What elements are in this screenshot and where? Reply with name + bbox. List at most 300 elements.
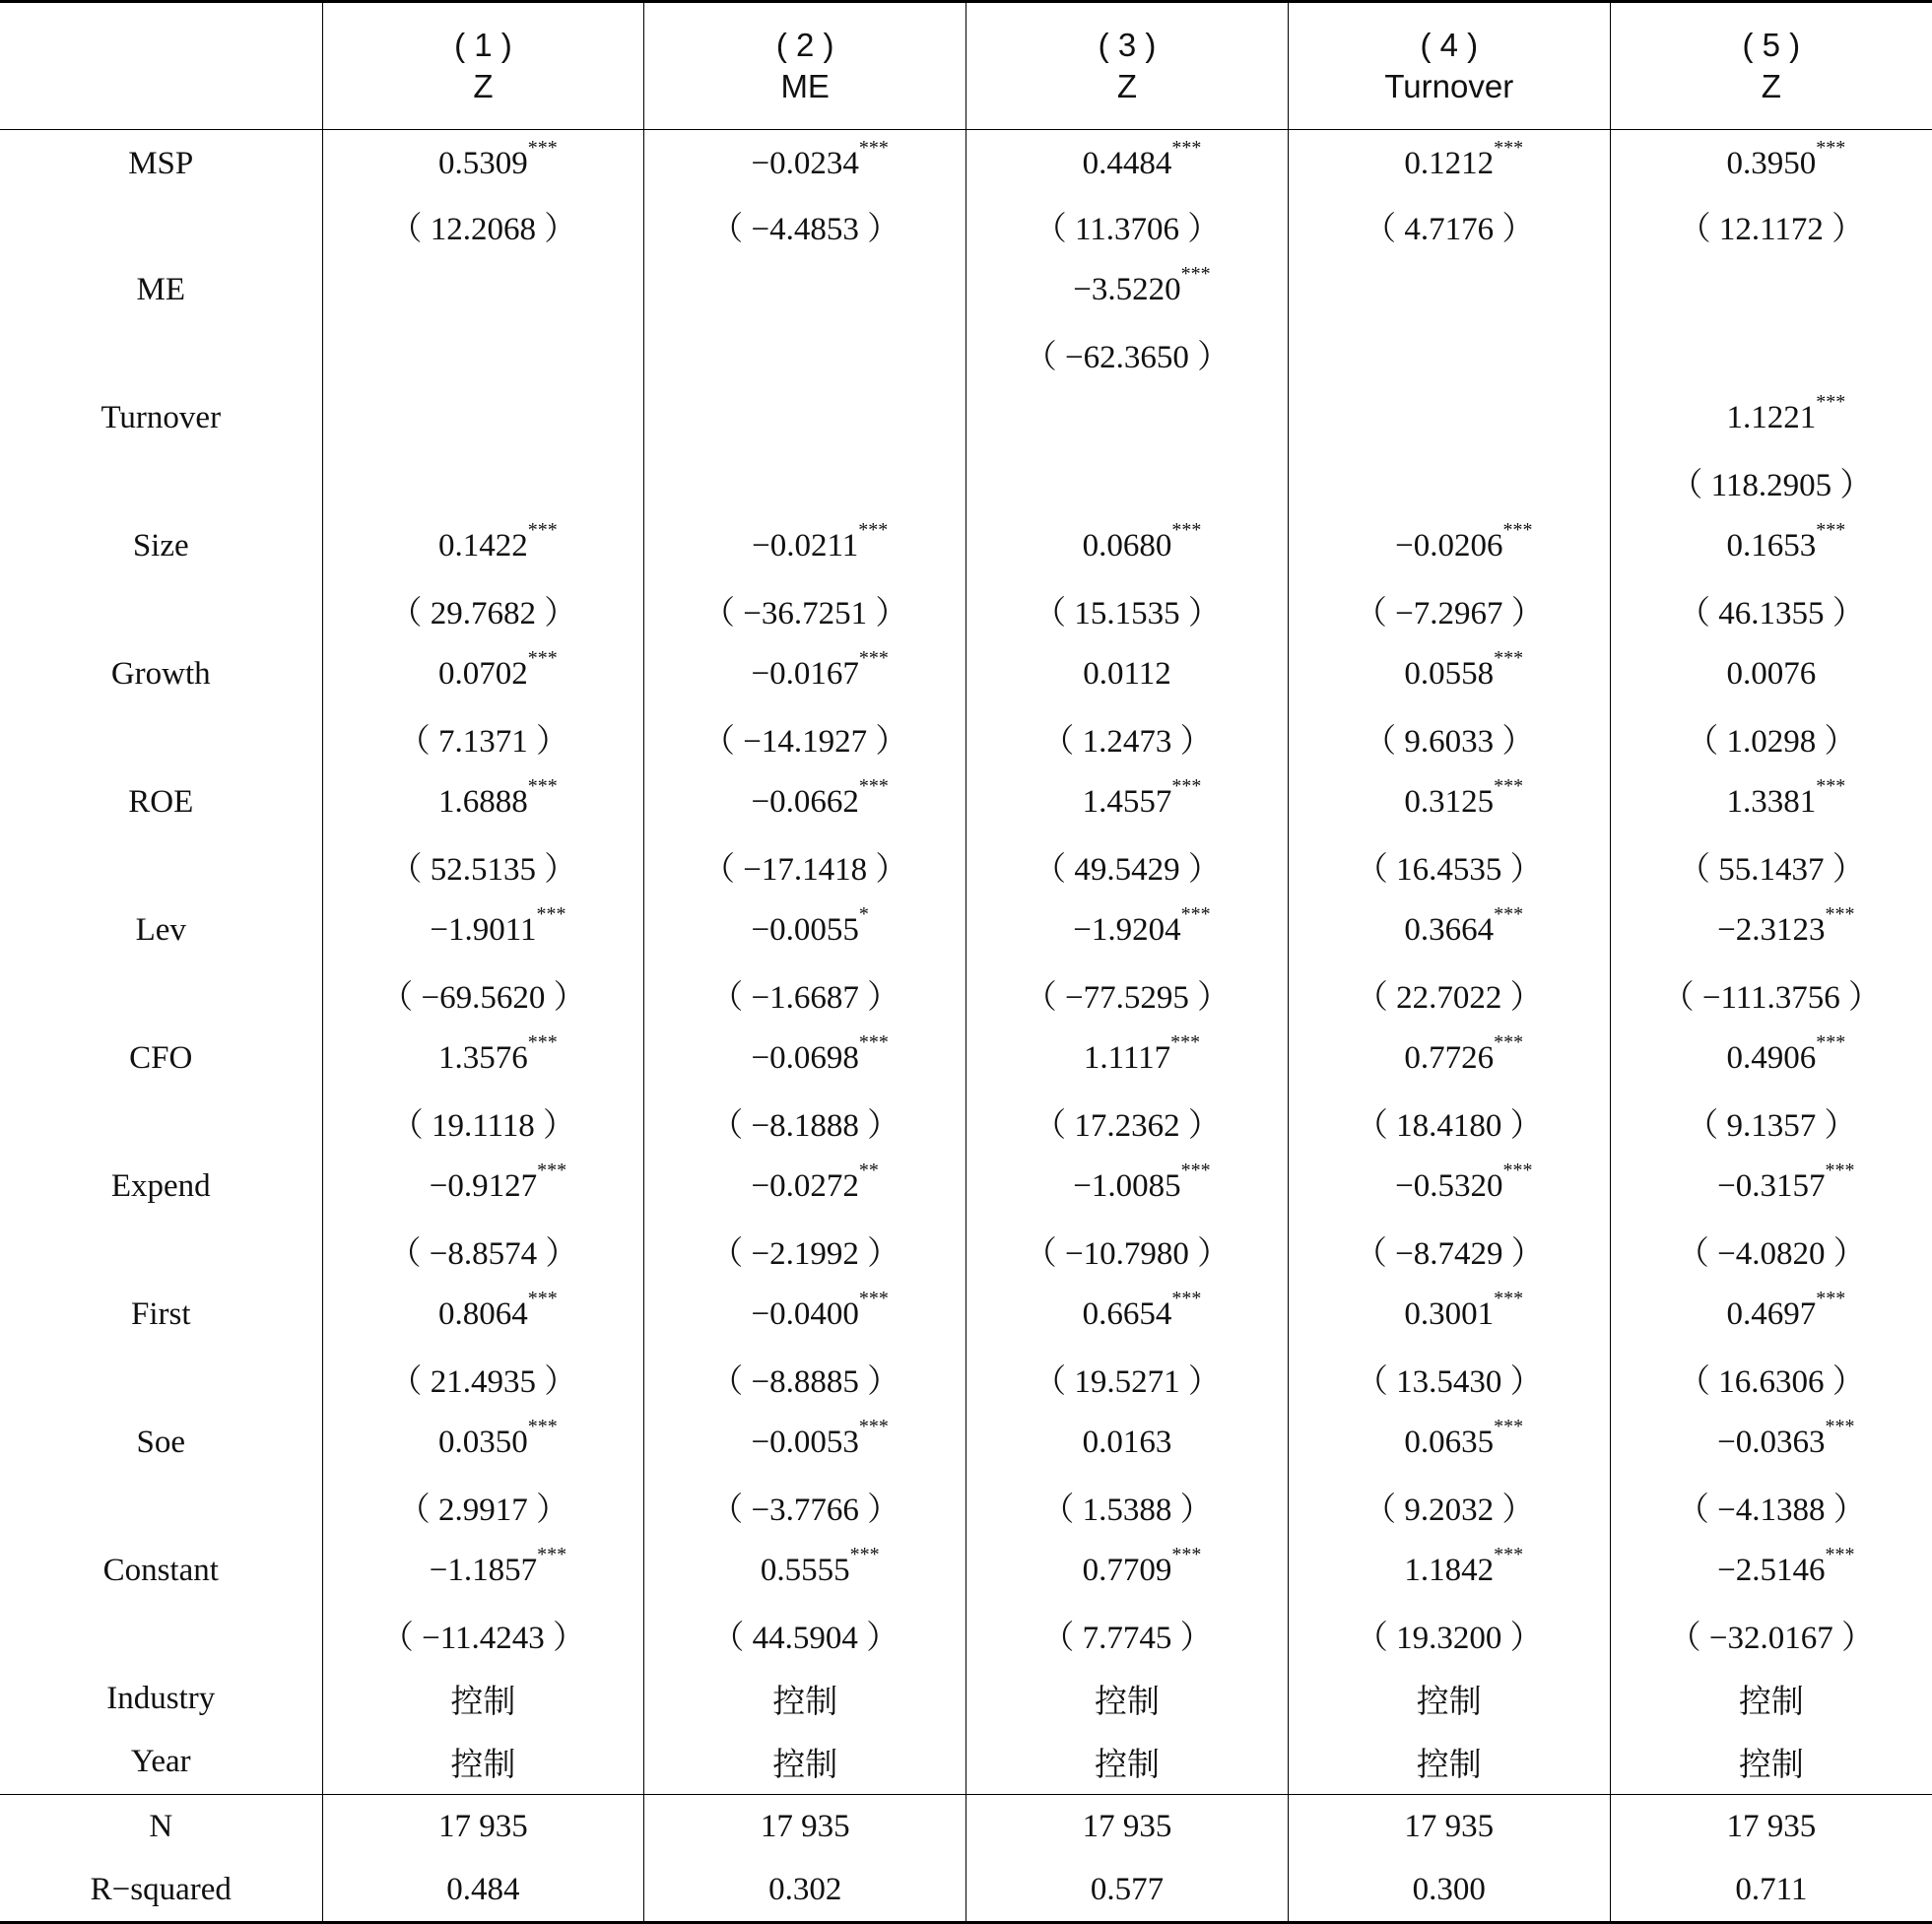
table-cell: [1610, 1091, 1932, 1155]
table-cell: [1610, 770, 1932, 834]
cell-value: [1726, 1809, 1816, 1845]
table-cell: [322, 386, 644, 450]
significance-stars: ***: [536, 902, 566, 925]
cell-value: [751, 136, 889, 182]
significance-stars: ***: [1825, 1159, 1855, 1181]
cell-number: （ 9.1357 ）: [1686, 1107, 1857, 1144]
cell-number: −0.3157: [1717, 1167, 1826, 1204]
cell-number: 1.3381: [1726, 783, 1817, 820]
cell-number: （ −4.0820 ）: [1676, 1235, 1866, 1272]
table-cell: [644, 1603, 966, 1667]
significance-stars: ***: [1502, 1159, 1533, 1181]
table-cell: [644, 578, 966, 642]
row-label: [0, 1219, 322, 1283]
cell-value: [429, 1543, 567, 1589]
row-label: Growth: [110, 655, 211, 692]
table-cell: [1288, 898, 1610, 962]
table-row: [0, 514, 1932, 578]
cell-value: [450, 1676, 515, 1722]
cell-value: [438, 1287, 558, 1333]
table-cell: [966, 1347, 1289, 1411]
cell-value: [446, 1872, 519, 1908]
significance-stars: ***: [1171, 518, 1202, 541]
table-cell: [644, 130, 966, 194]
significance-stars: ***: [858, 1415, 889, 1437]
table-cell: [322, 514, 644, 578]
table-cell: [966, 962, 1289, 1027]
cell-number: −0.0206: [1395, 527, 1503, 564]
cell-value: [1726, 774, 1846, 821]
cell-number: 1.1221: [1726, 399, 1817, 435]
table-cell: [966, 194, 1289, 258]
table-cell: [322, 1411, 644, 1475]
significance-stars: ***: [1171, 1287, 1202, 1309]
table-cell: [966, 834, 1289, 898]
cell-value: [1404, 646, 1524, 693]
table-cell: [966, 898, 1289, 962]
cell-number: −0.9127: [429, 1167, 538, 1204]
table-cell: [322, 1795, 644, 1859]
cell-number: （ 16.6306 ）: [1677, 1363, 1865, 1400]
table-cell: [644, 834, 966, 898]
cell-number: （ 19.3200 ）: [1355, 1620, 1543, 1656]
table-cell: [966, 1091, 1289, 1155]
table-cell: [1610, 450, 1932, 514]
table-cell: [1610, 1475, 1932, 1539]
header-col-4: [1288, 2, 1610, 130]
table-cell: [322, 578, 644, 642]
table-cell: [644, 642, 966, 706]
table-row: [0, 962, 1932, 1027]
significance-stars: ***: [1816, 1030, 1846, 1053]
cell-number: −0.0234: [751, 145, 859, 181]
table-row: [0, 1859, 1932, 1923]
table-row: [0, 194, 1932, 258]
table-row: [0, 1475, 1932, 1539]
header-col-3: [966, 2, 1289, 130]
cell-value: [438, 1809, 528, 1845]
table-row: [0, 770, 1932, 834]
table-row: [0, 1411, 1932, 1475]
cell-number: （ 46.1355 ）: [1677, 595, 1865, 631]
cell-number: 控制: [450, 1681, 516, 1720]
table-cell: [1610, 1539, 1932, 1603]
cell-number: （ −17.1418 ）: [702, 851, 908, 888]
cell-value: [1404, 136, 1524, 182]
cell-value: [1083, 656, 1171, 693]
cell-number: −0.5320: [1395, 1167, 1503, 1204]
cell-value: [710, 971, 899, 1018]
table-cell: [1288, 1347, 1610, 1411]
cell-number: （ −3.7766 ）: [710, 1492, 900, 1528]
significance-stars: ***: [1494, 1030, 1524, 1053]
table-body: [0, 130, 1932, 1923]
cell-value: [1739, 1739, 1804, 1785]
cell-number: （ −8.1888 ）: [710, 1107, 900, 1144]
significance-stars: ***: [1494, 1543, 1524, 1565]
table-cell: [966, 1795, 1289, 1859]
row-label: [0, 450, 322, 514]
cell-value: [768, 1872, 841, 1908]
cell-value: [1726, 1287, 1846, 1333]
cell-number: （ 21.4935 ）: [389, 1363, 577, 1400]
cell-value: [710, 1227, 899, 1274]
header-col-1: [322, 2, 644, 130]
cell-value: [1082, 518, 1202, 564]
significance-stars: ***: [1816, 136, 1846, 159]
cell-number: 0.1653: [1726, 527, 1817, 564]
cell-number: 1.1117: [1083, 1039, 1171, 1076]
significance-stars: ***: [1494, 1415, 1524, 1437]
header-row: [0, 2, 1932, 130]
cell-number: （ 9.2032 ）: [1364, 1492, 1535, 1528]
table-cell: [966, 1155, 1289, 1219]
row-label: Turnover: [100, 399, 222, 435]
cell-value: [1395, 1159, 1533, 1205]
col-dependent-var: Z: [1761, 68, 1781, 104]
cell-value: [1095, 1739, 1160, 1785]
row-label: Lev: [135, 911, 186, 948]
table-cell: [1288, 1411, 1610, 1475]
cell-number: （ 44.5904 ）: [711, 1620, 899, 1656]
significance-stars: ***: [1180, 902, 1211, 925]
row-label: [0, 1091, 322, 1155]
table-cell: [966, 450, 1289, 514]
table-cell: [644, 1795, 966, 1859]
cell-number: 0.711: [1735, 1871, 1808, 1907]
significance-stars: ***: [527, 1287, 558, 1309]
cell-value: [438, 646, 558, 693]
significance-stars: ***: [1171, 774, 1202, 797]
table-cell: [966, 1219, 1289, 1283]
cell-value: [1404, 1809, 1494, 1845]
cell-value: [438, 136, 558, 182]
cell-value: [1041, 1612, 1212, 1658]
cell-number: 17 935: [1404, 1808, 1495, 1844]
table-cell: [322, 1475, 644, 1539]
cell-value: [1417, 1676, 1482, 1722]
cell-number: −0.0055: [751, 911, 859, 948]
table-cell: [1610, 706, 1932, 770]
cell-number: 控制: [1094, 1745, 1160, 1784]
significance-stars: ***: [858, 1030, 889, 1053]
cell-value: [438, 518, 558, 564]
table-cell: [1610, 1027, 1932, 1091]
cell-number: （ 13.5430 ）: [1355, 1363, 1543, 1400]
table-row: [0, 1091, 1932, 1155]
cell-value: [398, 1484, 568, 1530]
table-cell: [1610, 322, 1932, 386]
cell-value: [390, 1356, 577, 1402]
cell-number: （ 19.1118 ）: [390, 1107, 576, 1144]
cell-number: 0.1422: [438, 527, 528, 564]
cell-value: [1025, 331, 1230, 377]
cell-value: [1083, 1425, 1172, 1461]
table-cell: [322, 1859, 644, 1923]
cell-value: [430, 902, 566, 949]
cell-number: −1.1857: [429, 1552, 538, 1588]
cell-number: 1.6888: [438, 783, 528, 820]
cell-number: 控制: [1416, 1681, 1482, 1720]
cell-value: [710, 203, 899, 249]
cell-value: [1677, 1227, 1866, 1274]
table-cell: [1288, 642, 1610, 706]
table-row: [0, 1667, 1932, 1731]
table-row: [0, 322, 1932, 386]
cell-number: 0.3001: [1404, 1295, 1495, 1332]
table-cell: [322, 1091, 644, 1155]
cell-number: （ 1.2473 ）: [1041, 723, 1213, 760]
table-cell: [1610, 1155, 1932, 1219]
significance-stars: ***: [858, 136, 889, 159]
cell-number: 0.577: [1090, 1871, 1165, 1907]
cell-value: [1726, 390, 1846, 436]
cell-value: [1025, 1227, 1230, 1274]
row-label: [0, 194, 322, 258]
table-cell: [1610, 834, 1932, 898]
table-cell: [644, 1155, 966, 1219]
col-number: ( 1 ): [454, 27, 512, 63]
cell-number: （ 2.9917 ）: [397, 1492, 569, 1528]
table-row: [0, 706, 1932, 770]
cell-value: [1404, 774, 1524, 821]
cell-value: [751, 1159, 879, 1205]
table-cell: [1610, 1411, 1932, 1475]
row-label: Soe: [136, 1424, 185, 1460]
row-label: [0, 1475, 322, 1539]
cell-number: 0.4484: [1082, 145, 1172, 181]
cell-value: [398, 715, 568, 762]
cell-value: [752, 518, 889, 564]
table-row: [0, 130, 1932, 194]
cell-number: 0.5555: [760, 1552, 850, 1588]
table-cell: [322, 130, 644, 194]
col-dependent-var: Z: [1116, 68, 1138, 104]
cell-number: 17 935: [1726, 1808, 1817, 1844]
col-number: ( 5 ): [1742, 27, 1801, 63]
cell-number: （ 49.5429 ）: [1033, 851, 1221, 888]
significance-stars: ***: [1494, 774, 1524, 797]
cell-value: [1686, 1099, 1856, 1146]
table-cell: [644, 322, 966, 386]
cell-value: [1082, 774, 1202, 821]
cell-value: [751, 1287, 889, 1333]
table-cell: [1288, 258, 1610, 322]
cell-value: [1717, 902, 1855, 949]
table-cell: [322, 1667, 644, 1731]
table-cell: [1288, 706, 1610, 770]
cell-number: （ −36.7251 ）: [702, 595, 908, 631]
cell-number: 0.3125: [1404, 783, 1495, 820]
cell-value: [1083, 1809, 1172, 1845]
cell-value: [702, 843, 907, 890]
significance-stars: ***: [1170, 1030, 1201, 1053]
cell-value: [1670, 459, 1872, 505]
cell-number: 17 935: [438, 1808, 528, 1844]
table-cell: [966, 1539, 1289, 1603]
cell-value: [1364, 203, 1534, 249]
table-cell: [1288, 1155, 1610, 1219]
row-label: MSP: [128, 145, 194, 181]
cell-number: （ 29.7682 ）: [389, 595, 577, 631]
table-cell: [1288, 1731, 1610, 1795]
cell-number: −0.0363: [1717, 1424, 1826, 1460]
table-cell: [644, 386, 966, 450]
cell-number: （ −77.5295 ）: [1024, 979, 1231, 1016]
table-cell: [966, 1603, 1289, 1667]
row-label: [0, 706, 322, 770]
cell-number: （ −8.8885 ）: [710, 1363, 900, 1400]
table-row: [0, 1219, 1932, 1283]
cell-number: 0.0350: [438, 1424, 528, 1460]
cell-number: −2.5146: [1717, 1552, 1826, 1588]
table-cell: [644, 1347, 966, 1411]
cell-value: [1356, 1612, 1543, 1658]
table-cell: [1288, 1219, 1610, 1283]
table-cell: [644, 1411, 966, 1475]
table-cell: [322, 834, 644, 898]
cell-number: 0.4906: [1726, 1039, 1817, 1076]
significance-stars: ***: [1171, 1543, 1202, 1565]
cell-value: [1417, 1739, 1482, 1785]
cell-number: （ −1.6687 ）: [710, 979, 900, 1016]
cell-number: 17 935: [760, 1808, 850, 1844]
table-cell: [1288, 578, 1610, 642]
cell-number: （ −32.0167 ）: [1668, 1620, 1875, 1656]
cell-number: 控制: [1738, 1681, 1804, 1720]
table-cell: [322, 898, 644, 962]
cell-number: （ −62.3650 ）: [1024, 339, 1231, 375]
table-cell: [1610, 1347, 1932, 1411]
cell-value: [1404, 1030, 1524, 1077]
cell-number: （ −7.2967 ）: [1354, 595, 1544, 631]
cell-value: [1677, 1484, 1866, 1530]
row-label: ME: [136, 271, 185, 307]
cell-number: 0.0680: [1082, 527, 1172, 564]
cell-value: [1356, 843, 1543, 890]
table-cell: [966, 322, 1289, 386]
cell-number: 0.1212: [1404, 145, 1495, 181]
cell-number: −0.0662: [751, 783, 859, 820]
header-col-5: [1610, 2, 1932, 130]
significance-stars: ***: [1825, 1543, 1855, 1565]
table-cell: [966, 1411, 1289, 1475]
cell-value: [438, 774, 558, 821]
table-row: [0, 642, 1932, 706]
table-cell: [1288, 1091, 1610, 1155]
cell-number: （ −69.5620 ）: [380, 979, 586, 1016]
table-cell: [322, 258, 644, 322]
table-cell: [1288, 834, 1610, 898]
significance-stars: ***: [1494, 902, 1524, 925]
row-label: ROE: [128, 783, 194, 820]
cell-number: −2.3123: [1717, 911, 1826, 948]
table-cell: [322, 1283, 644, 1347]
cell-number: （ −10.7980 ）: [1024, 1235, 1231, 1272]
cell-value: [1355, 587, 1544, 633]
cell-value: [1356, 1356, 1543, 1402]
cell-number: 0.302: [768, 1871, 842, 1907]
cell-number: （ −4.4853 ）: [710, 211, 900, 247]
table-cell: [644, 450, 966, 514]
row-label: First: [130, 1295, 191, 1332]
row-label: N: [0, 1795, 322, 1859]
table-cell: [1288, 194, 1610, 258]
table-cell: [1288, 1539, 1610, 1603]
significance-stars: ***: [1494, 136, 1524, 159]
table-cell: [322, 1731, 644, 1795]
cell-number: 控制: [1416, 1745, 1482, 1784]
cell-value: [1395, 518, 1533, 564]
table-cell: [966, 1283, 1289, 1347]
table-cell: [644, 194, 966, 258]
cell-number: 控制: [772, 1745, 838, 1784]
cell-number: 0.7726: [1404, 1039, 1495, 1076]
cell-value: [1364, 715, 1534, 762]
table-cell: [966, 770, 1289, 834]
significance-stars: ***: [1816, 774, 1846, 797]
col-dependent-var: Z: [473, 68, 494, 104]
cell-number: 0.5309: [438, 145, 528, 181]
row-label: [0, 578, 322, 642]
cell-value: [751, 1030, 889, 1077]
cell-number: −0.0053: [751, 1424, 859, 1460]
table-cell: [1610, 194, 1932, 258]
table-cell: [1610, 898, 1932, 962]
table-cell: [644, 1731, 966, 1795]
table-cell: [1610, 1219, 1932, 1283]
table-row: [0, 1731, 1932, 1795]
table-cell: [1288, 962, 1610, 1027]
table-cell: [1610, 258, 1932, 322]
table-cell: [322, 770, 644, 834]
table-row: [0, 1603, 1932, 1667]
table-cell: [1288, 322, 1610, 386]
cell-value: [1735, 1872, 1807, 1908]
row-label: [0, 322, 322, 386]
cell-number: 0.0112: [1083, 655, 1171, 692]
table-cell: [1610, 1859, 1932, 1923]
significance-stars: ***: [537, 1543, 567, 1565]
cell-value: [1041, 1484, 1212, 1530]
significance-stars: ***: [527, 774, 558, 797]
cell-value: [1082, 1287, 1202, 1333]
cell-number: 0.3950: [1726, 145, 1817, 181]
table-cell: [322, 322, 644, 386]
cell-number: （ −4.1388 ）: [1676, 1492, 1866, 1528]
cell-value: [1355, 1227, 1544, 1274]
cell-value: [1413, 1872, 1486, 1908]
cell-value: [702, 715, 907, 762]
table-cell: [644, 258, 966, 322]
table-cell: [322, 1347, 644, 1411]
significance-stars: ***: [1494, 646, 1524, 669]
cell-value: [711, 1612, 899, 1658]
significance-stars: **: [858, 1159, 879, 1181]
table-cell: [966, 1859, 1289, 1923]
cell-value: [1679, 203, 1865, 249]
cell-number: （ 12.1172 ）: [1678, 211, 1865, 247]
significance-stars: ***: [1825, 1415, 1855, 1437]
cell-value: [1356, 1099, 1543, 1146]
cell-number: （ 19.5271 ）: [1033, 1363, 1221, 1400]
table-cell: [1610, 1667, 1932, 1731]
cell-number: 0.0635: [1404, 1424, 1495, 1460]
cell-number: 控制: [450, 1745, 516, 1784]
cell-number: 0.484: [446, 1871, 520, 1907]
table-cell: [1610, 1603, 1932, 1667]
cell-value: [1073, 1159, 1211, 1205]
